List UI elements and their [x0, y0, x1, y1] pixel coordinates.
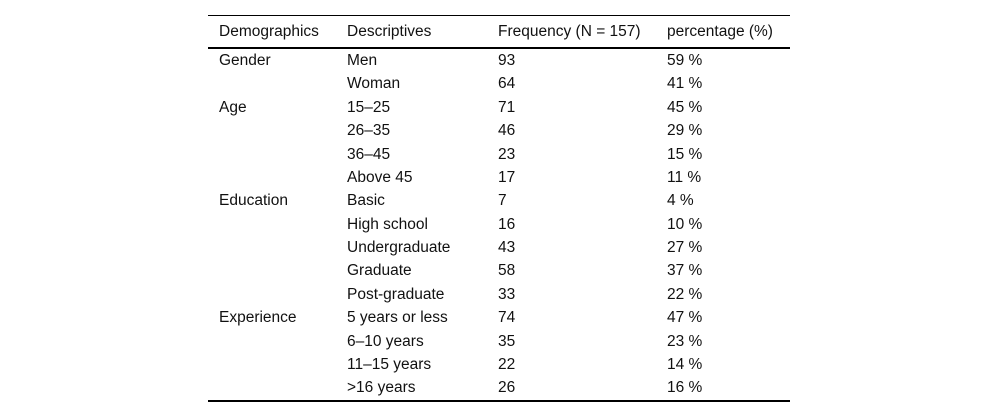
percentage-cell: 22 % — [667, 285, 703, 303]
table-row — [208, 119, 790, 142]
percentage-cell: 11 % — [667, 168, 702, 186]
percentage-cell: 41 % — [667, 75, 703, 93]
frequency-cell: 71 — [498, 98, 516, 116]
demographics-table — [208, 15, 790, 402]
frequency-cell: 58 — [498, 262, 516, 280]
percentage-cell: 15 % — [667, 145, 703, 163]
frequency-cell: 26 — [498, 379, 516, 397]
percentage-cell: 27 % — [667, 239, 703, 257]
percentage-cell: 37 % — [667, 262, 703, 280]
table-row — [208, 330, 790, 353]
table-body — [208, 49, 790, 400]
table-row — [208, 376, 790, 399]
table-row — [208, 236, 790, 259]
descriptive-cell: Men — [347, 51, 378, 69]
descriptive-cell: Woman — [347, 75, 401, 93]
table-row — [208, 189, 790, 212]
descriptive-cell: Undergraduate — [347, 239, 451, 257]
percentage-cell: 47 % — [667, 309, 703, 327]
frequency-cell: 74 — [498, 309, 516, 327]
frequency-cell: 23 — [498, 145, 516, 163]
descriptive-cell: Basic — [347, 192, 385, 210]
descriptive-cell: 15–25 — [347, 98, 391, 116]
percentage-cell: 16 % — [667, 379, 703, 397]
table-row — [208, 283, 790, 306]
table-row — [208, 353, 790, 376]
percentage-cell: 45 % — [667, 98, 703, 116]
frequency-cell: 22 — [498, 356, 516, 374]
frequency-cell: 16 — [498, 215, 516, 233]
table-row — [208, 306, 790, 329]
frequency-cell: 7 — [498, 192, 507, 210]
descriptive-cell: Graduate — [347, 262, 412, 280]
table-header-row — [208, 16, 790, 49]
table-row — [208, 49, 790, 72]
frequency-cell: 93 — [498, 51, 516, 69]
frequency-cell: 46 — [498, 122, 516, 140]
demographic-category-cell: Age — [219, 98, 247, 116]
descriptive-cell: >16 years — [347, 379, 416, 397]
percentage-cell: 29 % — [667, 122, 703, 140]
frequency-cell: 43 — [498, 239, 516, 257]
descriptive-cell: Above 45 — [347, 168, 413, 186]
descriptive-cell: 5 years or less — [347, 309, 448, 327]
frequency-cell: 33 — [498, 285, 516, 303]
descriptive-cell: 6–10 years — [347, 332, 424, 350]
percentage-cell: 4 % — [667, 192, 694, 210]
table-row — [208, 213, 790, 236]
frequency-cell: 64 — [498, 75, 516, 93]
demographic-category-cell: Experience — [219, 309, 297, 327]
table-row — [208, 96, 790, 119]
frequency-cell: 35 — [498, 332, 516, 350]
column-header-frequency: Frequency (N = 157) — [498, 22, 641, 40]
table-row — [208, 72, 790, 95]
demographic-category-cell: Education — [219, 192, 288, 210]
descriptive-cell: 11–15 years — [347, 356, 432, 374]
percentage-cell: 10 % — [667, 215, 703, 233]
descriptive-cell: Post-graduate — [347, 285, 445, 303]
percentage-cell: 23 % — [667, 332, 703, 350]
table-row — [208, 143, 790, 166]
descriptive-cell: High school — [347, 215, 428, 233]
demographic-category-cell: Gender — [219, 51, 271, 69]
percentage-cell: 59 % — [667, 51, 703, 69]
table-row — [208, 260, 790, 283]
column-header-descriptives: Descriptives — [347, 22, 432, 40]
descriptive-cell: 36–45 — [347, 145, 391, 163]
column-header-percentage: percentage (%) — [667, 22, 773, 40]
percentage-cell: 14 % — [667, 356, 703, 374]
column-header-demographics: Demographics — [219, 22, 319, 40]
frequency-cell: 17 — [498, 168, 516, 186]
table-row — [208, 166, 790, 189]
descriptive-cell: 26–35 — [347, 122, 391, 140]
